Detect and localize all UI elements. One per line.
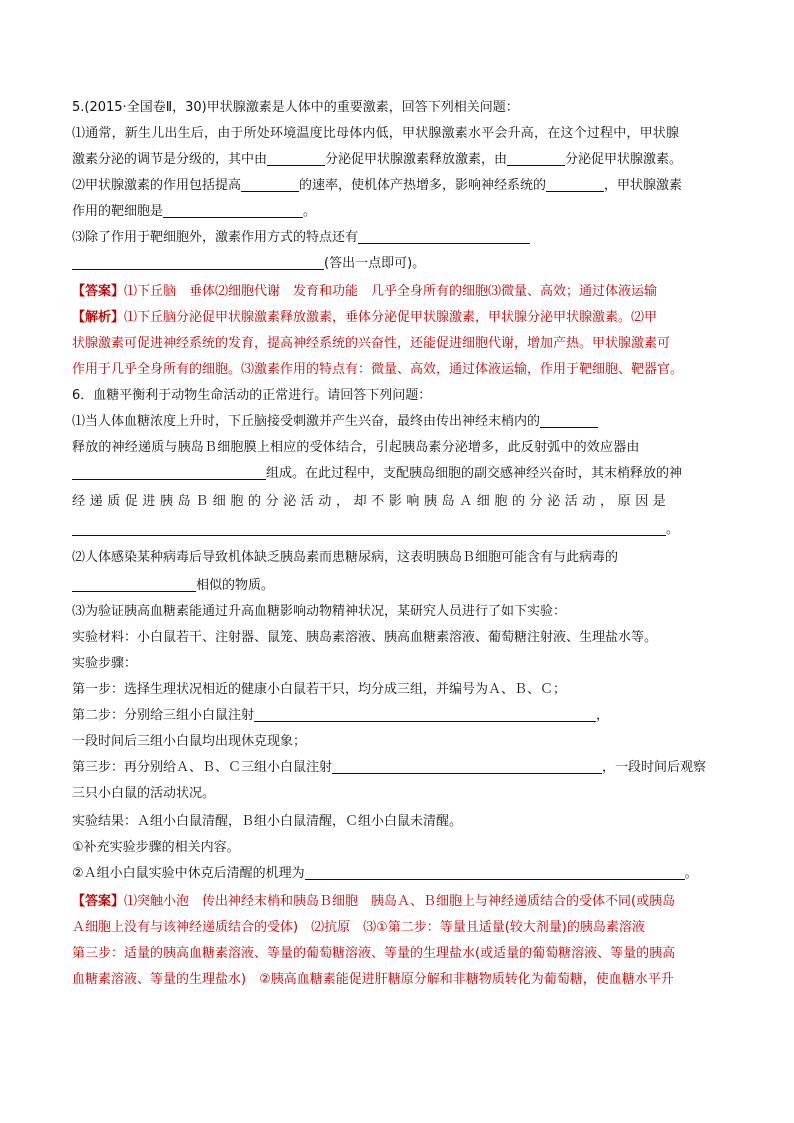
answer-label: 【答案】 <box>72 894 125 909</box>
q5-part2-line2 <box>72 202 724 222</box>
q6-steps-label: 实验步骤： <box>72 656 138 671</box>
answer-blank[interactable] <box>254 707 596 722</box>
text: 。 <box>303 204 317 219</box>
q6-materials: 实验材料：小白鼠若干、注射器、鼠笼、胰岛素溶液、胰高血糖素溶液、葡萄糖注射液、生理盐水等。 <box>72 630 658 645</box>
answer-blank[interactable] <box>546 177 604 192</box>
q5-analysis-line1 <box>72 308 724 328</box>
text: ，一段时间后观察 <box>602 760 707 775</box>
q6-part3-intro: ⑶为验证胰高血糖素能通过升高血糖影响动物精神状况，某研究人员进行了如下实验： <box>72 604 567 619</box>
q6-answer-line1 <box>72 892 724 912</box>
text: 第二步：分别给三组小白鼠注射 <box>72 708 255 723</box>
text: ， <box>596 708 610 723</box>
q6-header: 6．血糖平衡利于动物生命活动的正常进行。请回答下列问题： <box>72 388 432 403</box>
q6-sub2 <box>72 864 724 884</box>
text: ⑴当人体血糖浓度上升时，下丘脑接受刺激并产生兴奋，最终由传出神经末梢内的 <box>72 414 541 429</box>
q6-step1: 第一步：选择生理状况相近的健康小白鼠若干只，均分成三组，并编号为Ａ、Ｂ、Ｃ； <box>72 682 567 697</box>
text: ⑶除了作用于靶细胞外，激素作用方式的特点还有 <box>72 230 359 245</box>
answer-blank[interactable] <box>267 151 325 166</box>
text: 。 <box>684 866 698 881</box>
q6-sub1: ①补充实验步骤的相关内容。 <box>72 840 240 855</box>
q6-part2-line2 <box>72 576 724 596</box>
answer-blank[interactable] <box>163 203 303 218</box>
answer-blank[interactable] <box>72 577 196 592</box>
text: 分泌促甲状腺激素。 <box>565 152 683 167</box>
answer-blank[interactable] <box>72 465 266 480</box>
q6-part1-line2: 释放的神经递质与胰岛Ｂ细胞膜上相应的受体结合，引起胰岛素分泌增多，此反射弧中的效应器由 <box>72 440 640 455</box>
q6-part1-line3 <box>72 464 724 484</box>
text: ⑵甲状腺激素的作用包括提高 <box>72 178 242 193</box>
q5-header: 5.(2015·全国卷Ⅱ，30)甲状腺激素是人体中的重要激素，回答下列相关问题： <box>72 100 519 115</box>
answer-text: ⑴下丘脑 垂体⑵细胞代谢 发育和功能 几乎全身所有的细胞⑶微量、高效；通过体液运输 <box>124 284 658 299</box>
answer-blank[interactable] <box>72 255 324 270</box>
q5-part1-line2 <box>72 150 724 170</box>
text: ②Ａ组小白鼠实验中休克后清醒的机理为 <box>72 866 305 881</box>
text: 第三步：再分别给Ａ、Ｂ、Ｃ三组小白鼠注射 <box>72 760 333 775</box>
answer-blank[interactable] <box>507 151 565 166</box>
answer-blank[interactable] <box>72 521 666 536</box>
text: 。 <box>666 522 680 537</box>
analysis-text: ⑴下丘脑分泌促甲状腺激素释放激素，垂体分泌促甲状腺激素，甲状腺分泌甲状腺激素。⑵甲 <box>124 310 658 325</box>
q6-part2-line1: ⑵人体感染某种病毒后导致机体缺乏胰岛素而患糖尿病，这表明胰岛Ｂ细胞可能含有与此病毒的 <box>72 550 619 565</box>
answer-blank[interactable] <box>540 413 598 428</box>
text: 分泌促甲状腺激素释放激素，由 <box>325 152 508 167</box>
answer-blank[interactable] <box>332 759 602 774</box>
answer-blank[interactable] <box>305 865 685 880</box>
q5-analysis-line3: 作用于几乎全身所有的细胞。⑶激素作用的特点有：微量、高效，通过体液运输，作用于靶细胞、靶器官。 <box>72 362 684 377</box>
q5-part2-line1 <box>72 176 724 196</box>
q5-part1-line1: ⑴通常，新生儿出生后，由于所处环境温度比母体内低，甲状腺激素水平会升高，在这个过程中，甲状腺 <box>72 126 680 141</box>
q6-part1-line5 <box>72 520 724 540</box>
answer-blank[interactable] <box>358 229 530 244</box>
q6-result: 实验结果：Ａ组小白鼠清醒，Ｂ组小白鼠清醒，Ｃ组小白鼠未清醒。 <box>72 814 463 829</box>
answer-text: ⑴突触小泡 传出神经末梢和胰岛Ｂ细胞 胰岛Ａ、Ｂ细胞上与神经递质结合的受体不同(或胰岛 <box>124 894 676 909</box>
text: 的速率，使机体产热增多，影响神经系统的 <box>299 178 547 193</box>
q6-answer-line4: 血糖素溶液、等量的生理盐水) ②胰高血糖素能促进肝糖原分解和非糖物质转化为葡萄糖，使血糖水平升 <box>72 972 674 987</box>
answer-blank[interactable] <box>241 177 299 192</box>
q6-answer-line2: Ａ细胞上没有与该神经递质结合的受体) ⑵抗原 ⑶①第二步：等量且适量(较大剂量)的胰岛素溶液 <box>72 920 645 935</box>
q6-step3-line2: 三只小白鼠的活动状况。 <box>72 786 216 801</box>
q6-step3-line1 <box>72 758 724 778</box>
q5-part3-line2 <box>72 254 724 274</box>
q5-part3-line1 <box>72 228 724 248</box>
answer-label: 【答案】 <box>72 284 125 299</box>
text: 激素分泌的调节是分级的，其中由 <box>72 152 268 167</box>
analysis-label: 【解析】 <box>72 310 125 325</box>
q6-part1-line4: 经递质促进胰岛Ｂ细胞的分泌活动，却不影响胰岛Ａ细胞的分泌活动，原因是 <box>72 494 671 509</box>
q6-step2-line1 <box>72 706 724 726</box>
q6-step2-line2: 一段时间后三组小白鼠均出现休克现象； <box>72 734 307 749</box>
text: (答出一点即可)。 <box>324 256 426 271</box>
q5-answer <box>72 282 724 302</box>
text: ，甲状腺激素 <box>604 178 683 193</box>
q6-part1-line1 <box>72 412 724 432</box>
q5-analysis-line2: 状腺激素可促进神经系统的发育，提高神经系统的兴奋性，还能促进细胞代谢，增加产热。甲状腺激素可 <box>72 336 671 351</box>
text: 相似的物质。 <box>196 578 275 593</box>
text: 组成。在此过程中，支配胰岛细胞的副交感神经兴奋时，其末梢释放的神 <box>266 466 683 481</box>
text: 作用的靶细胞是 <box>72 204 164 219</box>
q6-answer-line3: 第三步：适量的胰高血糖素溶液、等量的葡萄糖溶液、等量的生理盐水(或适量的葡萄糖溶液、等量的胰高 <box>72 946 676 961</box>
